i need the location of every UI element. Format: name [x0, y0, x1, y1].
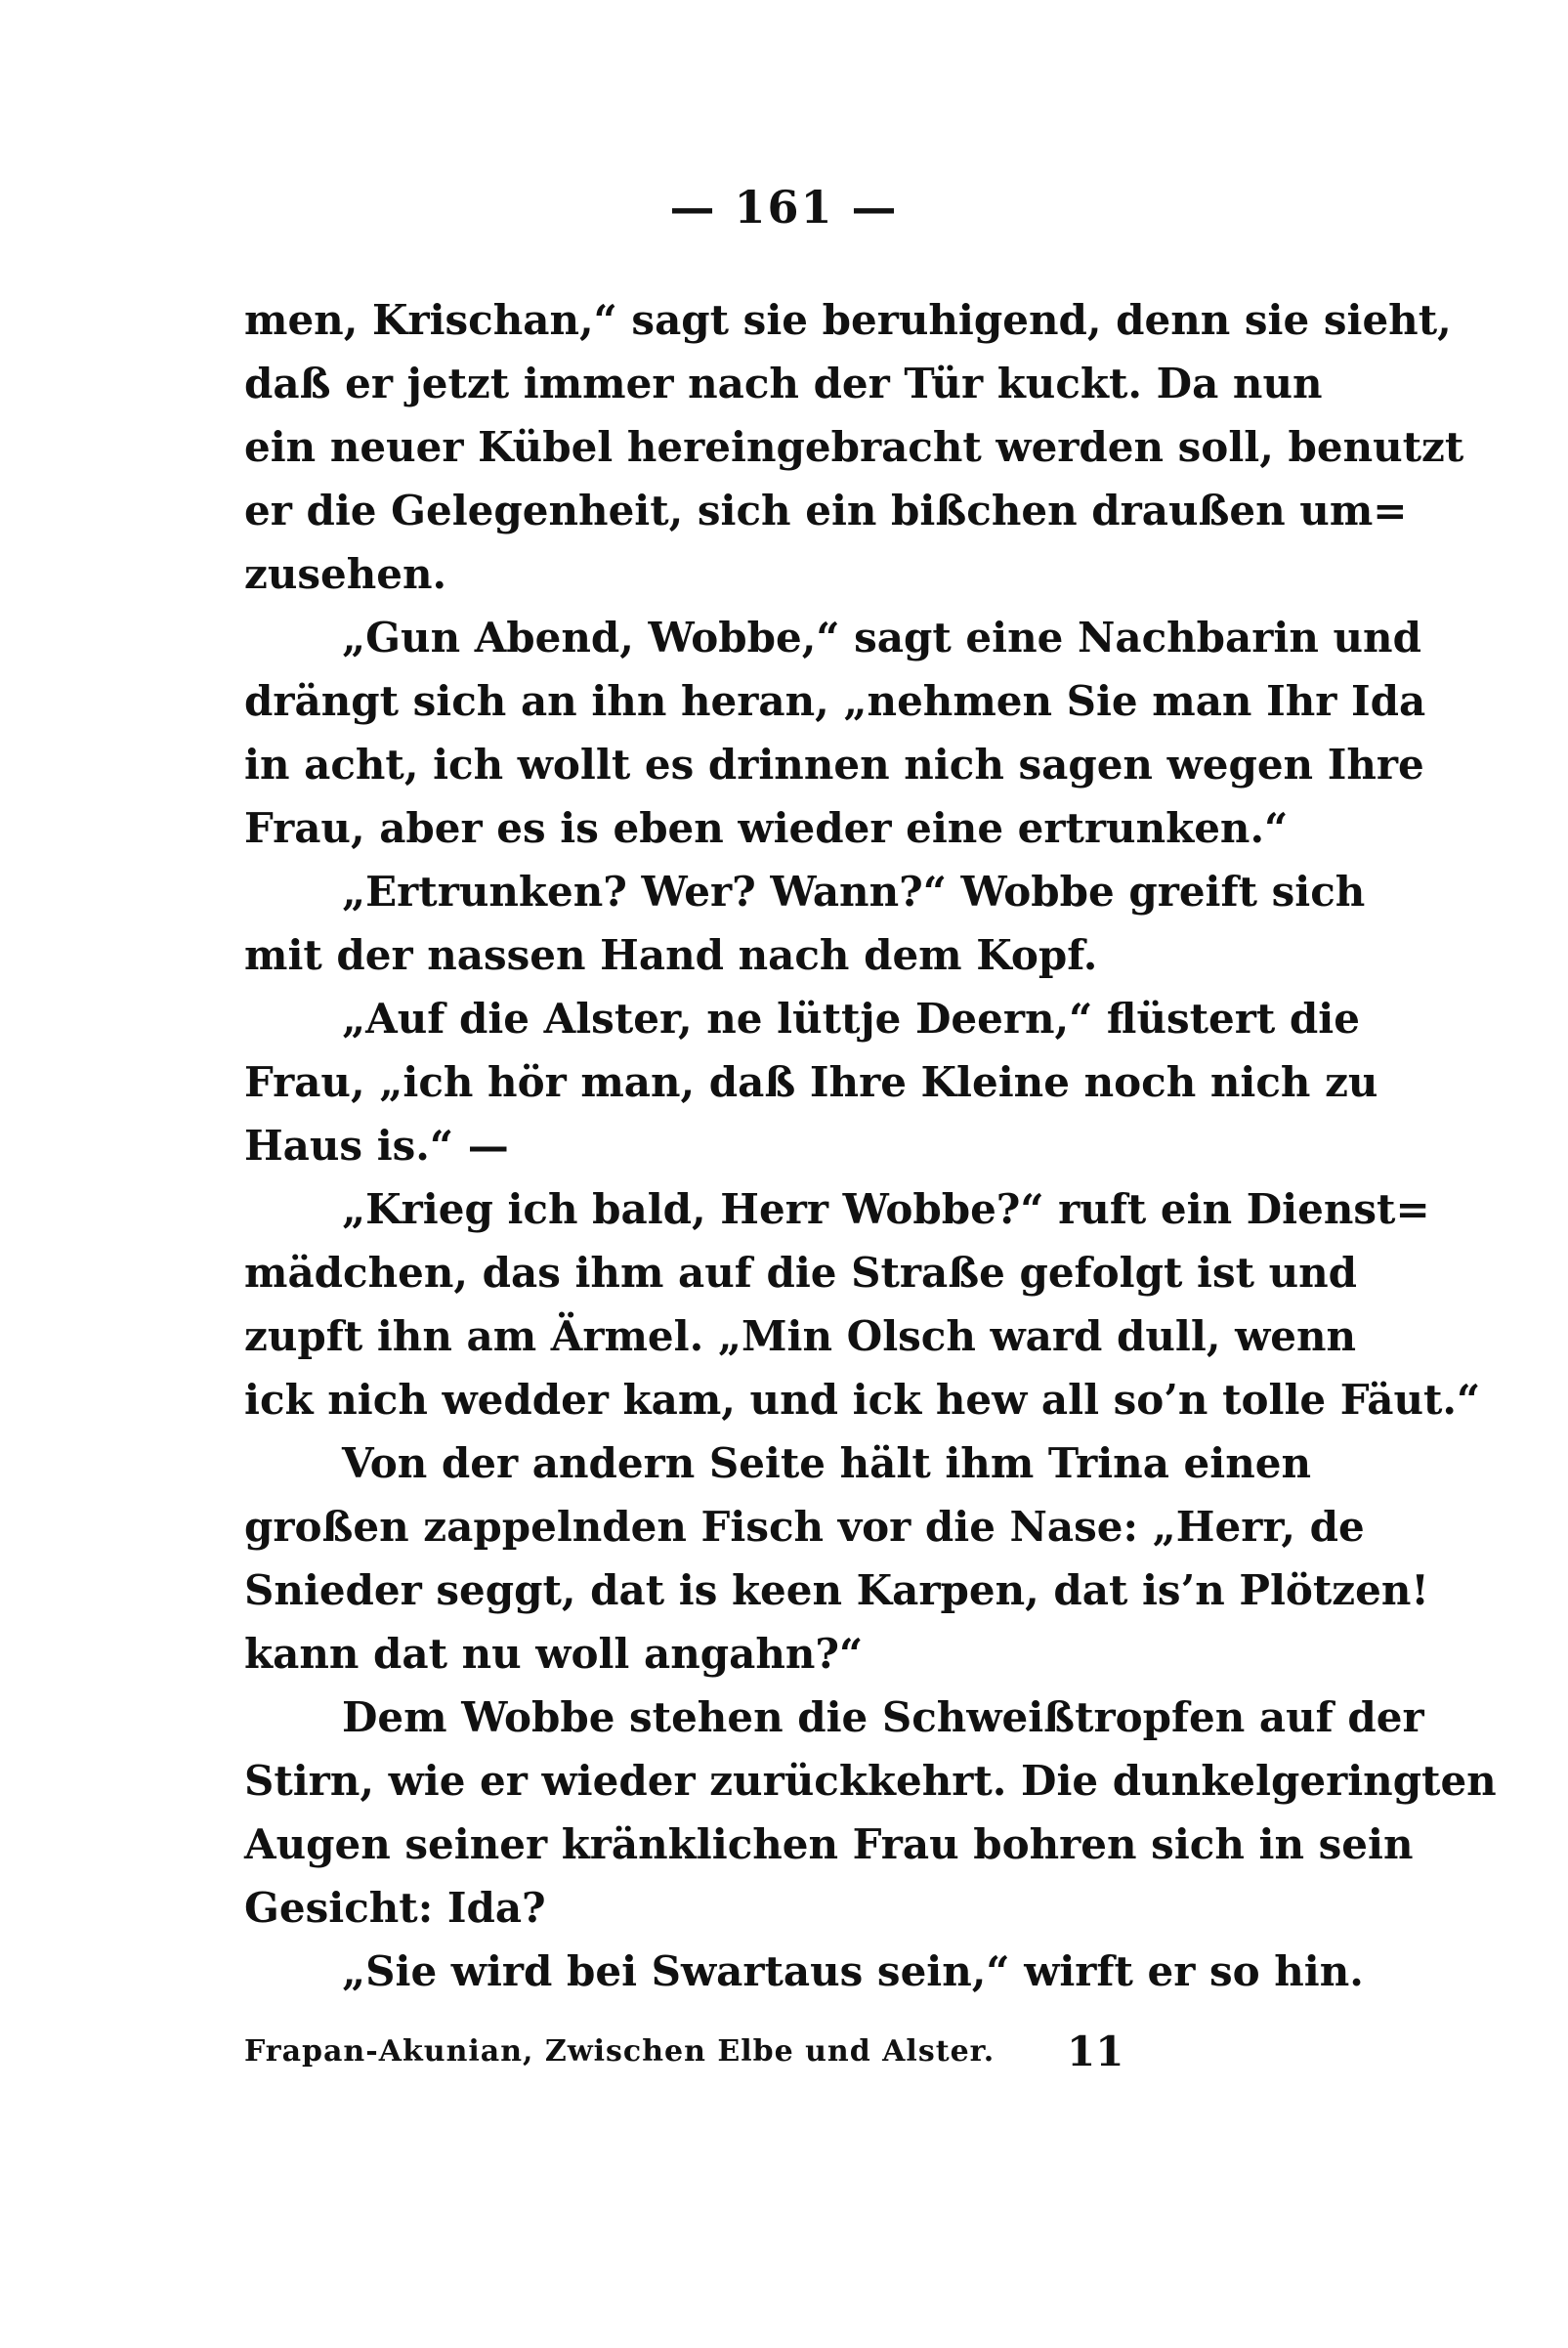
- page-number: — 161 —: [669, 181, 899, 234]
- text-line: men, Krischan,“ sagt sie beruhigend, denn sie sieht,: [244, 296, 1452, 344]
- text-line: Augen seiner kränklichen Frau bohren sich in sein: [244, 1820, 1414, 1868]
- text-line: „Krieg ich bald, Herr Wobbe?“ ruft ein Dienst=: [342, 1185, 1430, 1233]
- text-line: mit der nassen Hand nach dem Kopf.: [244, 931, 1098, 979]
- body-text: [244, 288, 1497, 2003]
- text-line: „Ertrunken? Wer? Wann?“ Wobbe greift sich: [342, 868, 1366, 916]
- signature-mark: 11: [1067, 2028, 1124, 2075]
- text-line: „Sie wird bei Swartaus sein,“ wirft er so hin.: [342, 1947, 1364, 1995]
- page-footer: [244, 2023, 1123, 2081]
- text-line: zupft ihn am Ärmel. „Min Olsch ward dull, wenn: [244, 1312, 1357, 1360]
- text-line: Von der andern Seite hält ihm Trina einen: [342, 1439, 1312, 1487]
- text-line: ick nich wedder kam, und ick hew all so’n tolle Fäut.“: [244, 1376, 1481, 1424]
- footer-credit: Frapan-Akunian, Zwischen Elbe und Alster.: [244, 2034, 996, 2069]
- text-line: daß er jetzt immer nach der Tür kuckt. Da nun: [244, 360, 1323, 407]
- text-line: zusehen.: [244, 550, 447, 598]
- text-line: er die Gelegenheit, sich ein bißchen draußen um=: [244, 487, 1408, 534]
- text-line: Stirn, wie er wieder zurückkehrt. Die dunkelgeringten: [244, 1757, 1497, 1805]
- text-line: „Gun Abend, Wobbe,“ sagt eine Nachbarin und: [342, 614, 1421, 662]
- text-line: ein neuer Kübel hereingebracht werden soll, benutzt: [244, 423, 1464, 471]
- text-line: in acht, ich wollt es drinnen nich sagen wegen Ihre: [244, 741, 1424, 789]
- text-line: „Auf die Alster, ne lüttje Deern,“ flüstert die: [342, 995, 1360, 1043]
- text-line: mädchen, das ihm auf die Straße gefolgt ist und: [244, 1249, 1358, 1297]
- text-line: großen zappelnden Fisch vor die Nase: „Herr, de: [244, 1503, 1365, 1551]
- text-line: Gesicht: Ida?: [244, 1884, 546, 1932]
- text-line: Snieder seggt, dat is keen Karpen, dat is’n Plötzen!: [244, 1566, 1429, 1614]
- text-line: Dem Wobbe stehen die Schweißtropfen auf der: [342, 1693, 1424, 1741]
- text-line: Frau, aber es is eben wieder eine ertrunken.“: [244, 804, 1289, 852]
- text-line: Haus is.“ —: [244, 1122, 509, 1170]
- text-line: Frau, „ich hör man, daß Ihre Kleine noch nich zu: [244, 1058, 1378, 1106]
- text-line: drängt sich an ihn heran, „nehmen Sie man Ihr Ida: [244, 677, 1426, 725]
- text-line: kann dat nu woll angahn?“: [244, 1630, 864, 1678]
